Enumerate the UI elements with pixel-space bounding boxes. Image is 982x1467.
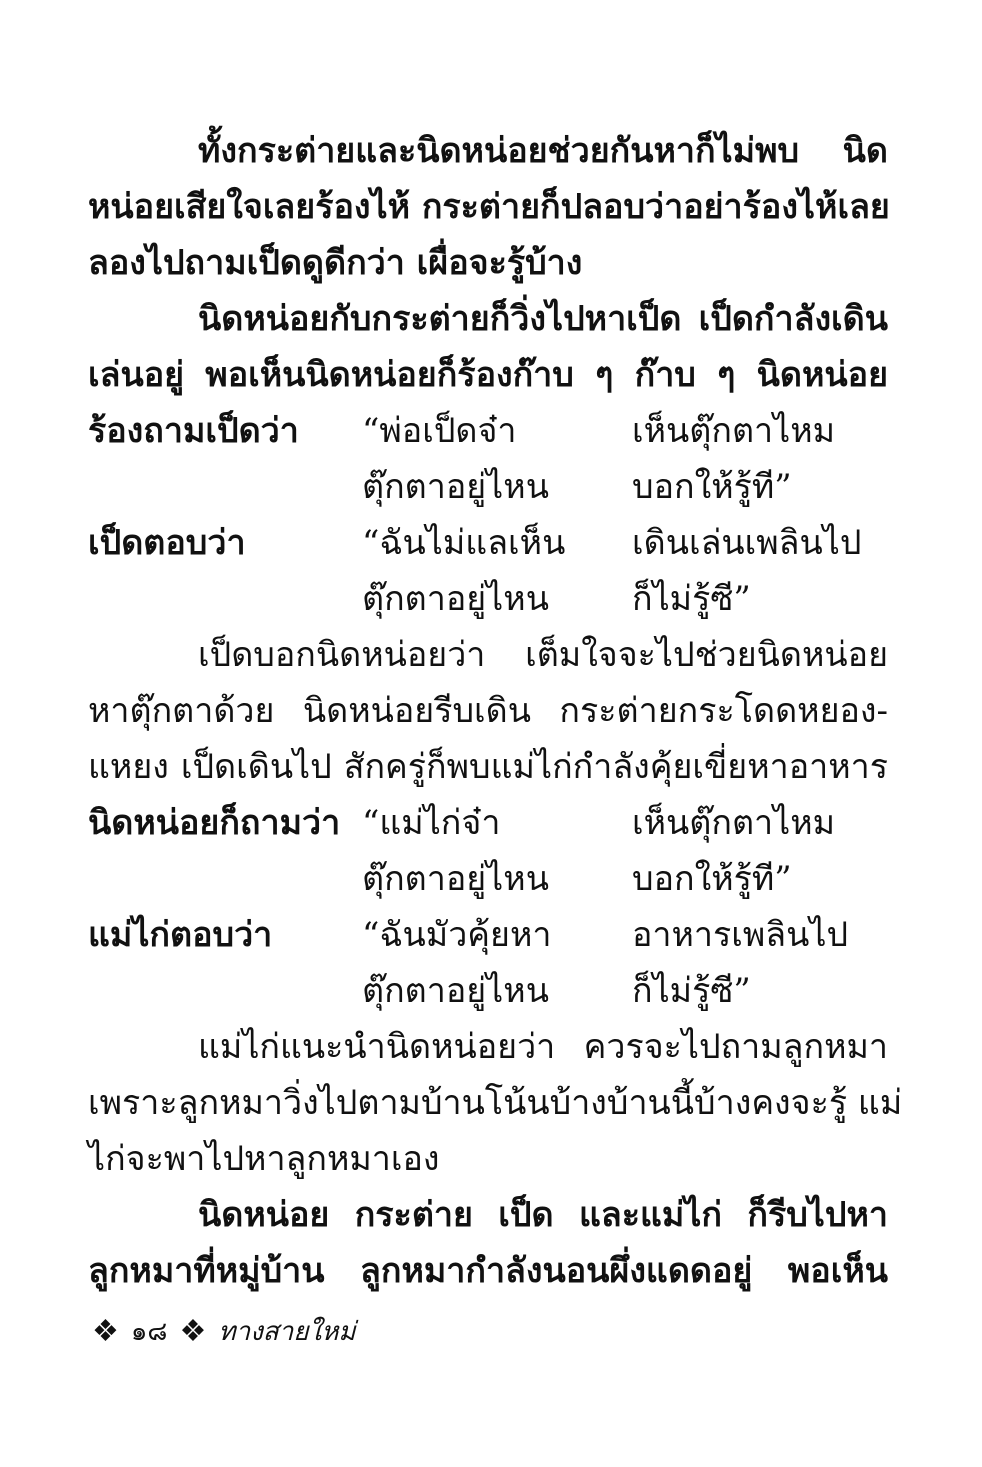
paragraph-2-line-1: นิดหน่อยกับกระต่ายก็วิ่งไปหาเป็ด เป็ดกำลังเดิน	[198, 299, 888, 339]
verse-3-line-2-a: ตุ๊กตาอยู่ไหน	[362, 859, 549, 899]
page-number: ๑๘	[130, 1317, 168, 1347]
paragraph-2-line-2: เล่นอยู่ พอเห็นนิดหน่อยก็ร้องก๊าบ ๆ ก๊าบ ๆ นิดหน่อย	[88, 355, 888, 395]
verse-3-line-1-a: “แม่ไก่จ๋า	[362, 803, 501, 843]
paragraph-1-line-2: หน่อยเสียใจเลยร้องไห้ กระต่ายก็ปลอบว่าอย่าร้องไห้เลย	[88, 187, 890, 227]
paragraph-4-line-3: ไก่จะพาไปหาลูกหมาเอง	[88, 1139, 440, 1179]
verse-2-line-1-b: เดินเล่นเพลินไป	[632, 523, 862, 563]
verse-4-line-1-a: “ฉันมัวคุ้ยหา	[362, 915, 552, 955]
verse-4-speaker: แม่ไก่ตอบว่า	[88, 915, 273, 955]
ornament-icon: ❖	[179, 1314, 207, 1349]
paragraph-5-line-2: ลูกหมาที่หมู่บ้าน ลูกหมากำลังนอนผึ่งแดดอยู่ พอเห็น	[88, 1251, 888, 1291]
verse-1-speaker: ร้องถามเป็ดว่า	[88, 411, 299, 451]
verse-3-speaker: นิดหน่อยก็ถามว่า	[88, 803, 341, 843]
verse-2-speaker: เป็ดตอบว่า	[88, 523, 246, 563]
verse-1-line-1-b: เห็นตุ๊กตาไหม	[632, 411, 836, 451]
verse-1-line-2-b: บอกให้รู้ที”	[632, 467, 792, 507]
paragraph-1-line-1: ทั้งกระต่ายและนิดหน่อยช่วยกันหาก็ไม่พบ นิด	[198, 131, 888, 171]
verse-1-line-2-a: ตุ๊กตาอยู่ไหน	[362, 467, 549, 507]
verse-3-line-1-b: เห็นตุ๊กตาไหม	[632, 803, 836, 843]
paragraph-3-line-1: เป็ดบอกนิดหน่อยว่า เต็มใจจะไปช่วยนิดหน่อย	[198, 635, 888, 675]
paragraph-3-line-3: แหยง เป็ดเดินไป สักครู่ก็พบแม่ไก่กำลังคุ้ยเขี่ยหาอาหาร	[88, 747, 888, 787]
verse-3-line-2-b: บอกให้รู้ที”	[632, 859, 792, 899]
paragraph-4-line-2: เพราะลูกหมาวิ่งไปตามบ้านโน้นบ้างบ้านนี้บ้างคงจะรู้ แม่	[88, 1083, 903, 1123]
verse-4-line-2-a: ตุ๊กตาอยู่ไหน	[362, 971, 549, 1011]
page-footer	[92, 1314, 355, 1350]
verse-4-line-2-b: ก็ไม่รู้ซี”	[632, 971, 751, 1011]
paragraph-4-line-1: แม่ไก่แนะนำนิดหน่อยว่า ควรจะไปถามลูกหมา	[198, 1027, 888, 1067]
paragraph-1-line-3: ลองไปถามเป็ดดูดีกว่า เผื่อจะรู้บ้าง	[88, 243, 583, 283]
verse-2-line-1-a: “ฉันไม่แลเห็น	[362, 523, 566, 563]
verse-4-line-1-b: อาหารเพลินไป	[632, 915, 849, 955]
verse-1-line-1-a: “พ่อเป็ดจ๋า	[362, 411, 517, 451]
verse-2-line-2-b: ก็ไม่รู้ซี”	[632, 579, 751, 619]
verse-2-line-2-a: ตุ๊กตาอยู่ไหน	[362, 579, 549, 619]
paragraph-3-line-2: หาตุ๊กตาด้วย นิดหน่อยรีบเดิน กระต่ายกระโดดหยอง-	[88, 691, 888, 731]
book-title: ทางสายใหม่	[218, 1317, 356, 1347]
ornament-icon: ❖	[92, 1314, 119, 1349]
paragraph-5-line-1: นิดหน่อย กระต่าย เป็ด และแม่ไก่ ก็รีบไปหา	[198, 1195, 888, 1235]
